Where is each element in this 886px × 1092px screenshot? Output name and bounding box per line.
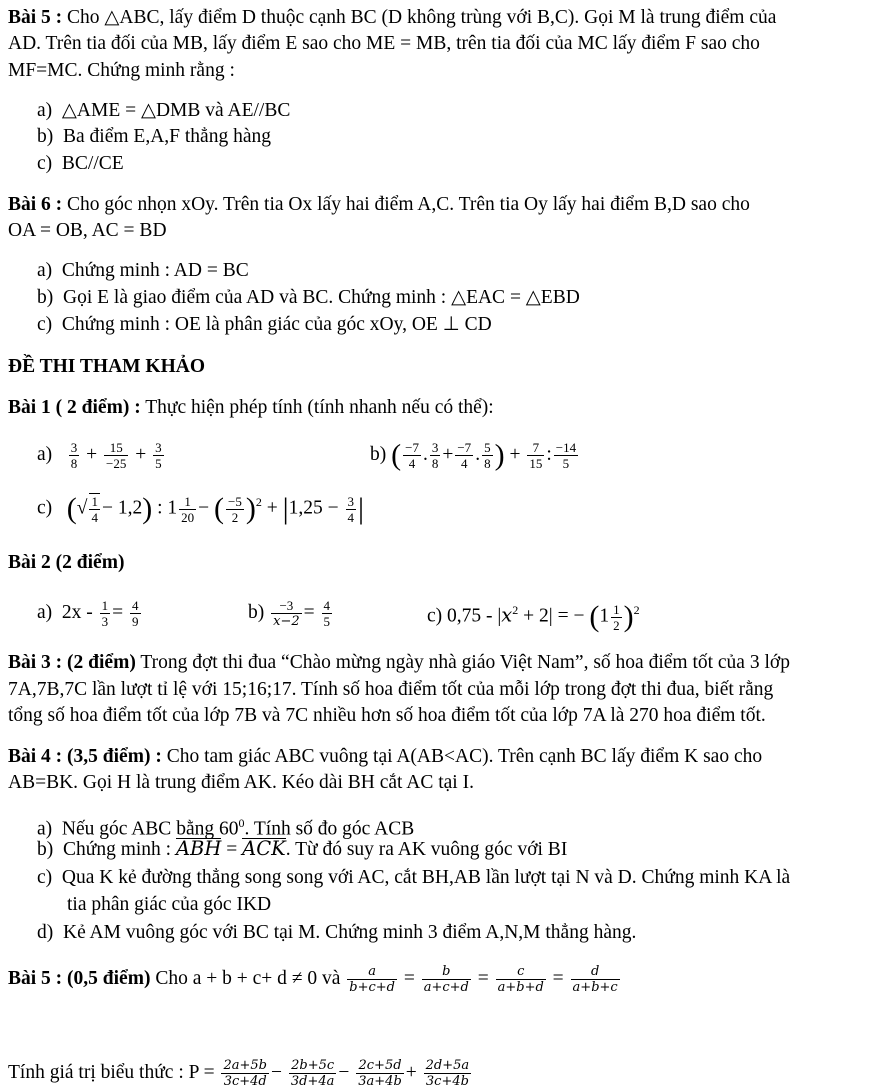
b5-item-b: b) Ba điểm E,A,F thẳng hàng <box>37 126 271 147</box>
b1-expr-a: a) $\frac{3}{8}$ + $\frac{15}{-25}$ + $\frac{3}{5}$ <box>37 440 162 471</box>
b5-line3: MF=MC. Chứng minh rằng : <box>8 60 235 81</box>
b1-line: Bài 1 ( 2 điểm) : Thực hiện phép tính (tính nhanh nếu có thể): <box>8 397 494 418</box>
b3-line2: 7A,7B,7C lần lượt tỉ lệ với 15;16;17. Tính số hoa điểm tốt của mỗi lớp trong đợt thi đua, biết rằng <box>8 679 774 700</box>
b5-line1: Bài 5 : Cho △ABC, lấy điểm D thuộc cạnh BC (D không trùng với B,C). Gọi M là trung điểm của <box>8 7 777 28</box>
b4-item-b: b) Chứng minh : ABH = ACK. Từ đó suy ra AK vuông góc với BI <box>37 837 568 860</box>
b6-line1: Bài 6 : Cho góc nhọn xOy. Trên tia Ox lấy hai điểm A,C. Trên tia Oy lấy hai điểm B,D sao cho <box>8 194 750 215</box>
b4-item-d: d) Kẻ AM vuông góc với BC tại M. Chứng minh 3 điểm A,N,M thẳng hàng. <box>37 922 637 943</box>
b1-expr-c: c) (√ $\frac{1}{4}$ − 1,2) : 1 $\frac{1}{20}$ − ( $\frac{-5}{2}$ )$^2$ + |1,25 − $\frac{3}{4}$ | <box>37 492 365 526</box>
b4-line1: Bài 4 : (3,5 điểm) : Cho tam giác ABC vuông tại A(AB<AC). Trên cạnh BC lấy điểm K sao cho <box>8 746 763 767</box>
b5-line2: AD. Trên tia đối của MB, lấy điểm E sao cho ME = MB, trên tia đối của MC lấy điểm F sao cho <box>8 33 760 54</box>
b5-item-a: a) △AME = △DMB và AE//BC <box>37 100 291 121</box>
b1-expr-b: b) ( $\frac{-7}{4}$ . $\frac{3}{8}$ + $\frac{-7}{4}$ . $\frac{5}{8}$ ) + $\frac{7}{15}$ : $\frac{-14}{5}$ <box>370 438 577 472</box>
b6-line2: OA = OB, AC = BD <box>8 220 167 241</box>
b5b-line: Bài 5 : (0,5 điểm) Cho a + b + c+ d ≠ 0 và $\frac{a}{b+c+d}$ = $\frac{b}{a+c+d}$ = $\frac{c}{a+b+d}$ = $\frac{d}{a+b+c}$ <box>8 964 618 995</box>
b6-item-b: b) Gọi E là giao điểm của AD và BC. Chứng minh : △EAC = △EBD <box>37 287 580 308</box>
b5b-expression: Tính giá trị biểu thức : P = $\frac{2a+5b}{3c+4d}$ − $\frac{2b+5c}{3d+4a}$ − $\frac{2c+5d}{3a+4b}$ + $\frac{2d+5a}{3c+4b}$ <box>8 1058 470 1089</box>
b3-line1: Bài 3 : (2 điểm) Trong đợt thi đua “Chào mừng ngày nhà giáo Việt Nam”, số hoa điểm tốt của 3 lớp <box>8 652 790 673</box>
section-heading: ĐỀ THI THAM KHẢO <box>8 356 206 377</box>
b4-item-a: a) Nếu góc ABC bằng $60^0$. Tính số đo góc ACB <box>37 816 415 840</box>
b2-expr-a: a) 2x - $\frac{1}{3}$ = $\frac{4}{9}$ <box>37 598 139 629</box>
b2-expr-c: c) $0,75 - |x^2 + 2|$ = − (1 $\frac{1}{2}$ )$^2$ <box>427 600 640 634</box>
b4-item-c: c) Qua K kẻ đường thẳng song song với AC, cắt BH,AB lần lượt tại N và D. Chứng minh KA là <box>37 867 791 888</box>
b2-title: Bài 2 (2 điểm) <box>8 552 125 573</box>
b2-expr-b: b) $\frac{-3}{x-2}$ = $\frac{4}{5}$ <box>248 598 330 629</box>
b6-item-c: c) Chứng minh : OE là phân giác của góc xOy, OE ⊥ CD <box>37 314 492 335</box>
b3-line3: tổng số hoa điểm tốt của lớp 7B và 7C nhiều hơn số hoa điểm tốt của lớp 7A là 270 hoa điểm tốt. <box>8 705 766 726</box>
b6-item-a: a) Chứng minh : AD = BC <box>37 260 249 281</box>
b4-item-c2: tia phân giác của góc IKD <box>67 894 272 915</box>
b4-line2: AB=BK. Gọi H là trung điểm AK. Kéo dài BH cắt AC tại I. <box>8 772 474 793</box>
b5-item-c: c) BC//CE <box>37 153 124 174</box>
